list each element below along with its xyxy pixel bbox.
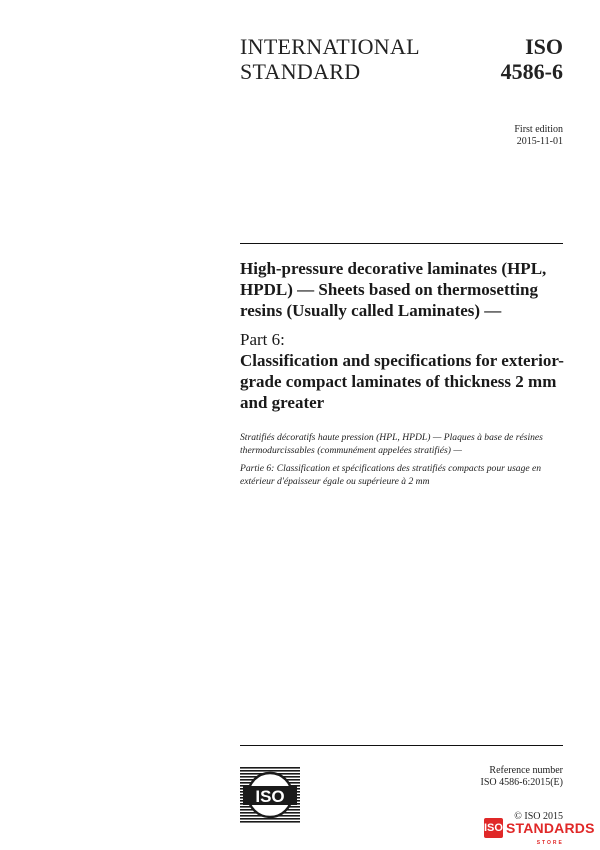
standard-org: ISO xyxy=(525,34,563,59)
copyright: © ISO 2015 xyxy=(514,811,563,822)
edition-info xyxy=(514,124,563,148)
document-type-line-2: STANDARD xyxy=(240,59,361,84)
part-title: Classification and specifications for exterior-grade compact laminates of thickness 2 mm and greater xyxy=(240,351,564,412)
reference-label: Reference number xyxy=(489,765,563,776)
french-title-block xyxy=(240,432,570,494)
edition-label: First edition xyxy=(514,124,563,135)
top-divider xyxy=(240,243,563,244)
title-block xyxy=(240,258,570,413)
bottom-divider xyxy=(240,745,563,746)
standard-number-value: 4586-6 xyxy=(500,59,563,84)
store-iso-mark: ISO xyxy=(484,818,503,838)
reference-value: ISO 4586-6:2015(E) xyxy=(480,777,563,788)
iso-logo-text: ISO xyxy=(255,787,285,806)
standards-store-badge[interactable] xyxy=(484,815,595,846)
french-part-title: Partie 6: Classification et spécifications des stratifiés compacts pour usage en extérieur d'épaisseur égale ou supérieure à 2 mm xyxy=(240,463,542,487)
store-badge-sub: STORE xyxy=(536,840,564,846)
document-type-line-1: INTERNATIONAL xyxy=(240,34,420,59)
store-badge-name: STANDARDS xyxy=(505,820,595,836)
document-type xyxy=(240,34,420,84)
french-main-title: Stratifiés décoratifs haute pression (HPL, HPDL) — Plaques à base de résines thermodurcissables (communément appelées stratifiés) — xyxy=(240,432,543,456)
main-title: High-pressure decorative laminates (HPL, HPDL) — Sheets based on thermosetting resins (Usually called Laminates) — xyxy=(240,259,547,320)
store-badge-text xyxy=(505,820,595,846)
reference-number xyxy=(481,765,564,789)
standard-number xyxy=(501,34,563,84)
part-label: Part 6: xyxy=(240,330,285,349)
iso-logo-icon xyxy=(240,767,300,823)
edition-date: 2015-11-01 xyxy=(516,136,563,147)
